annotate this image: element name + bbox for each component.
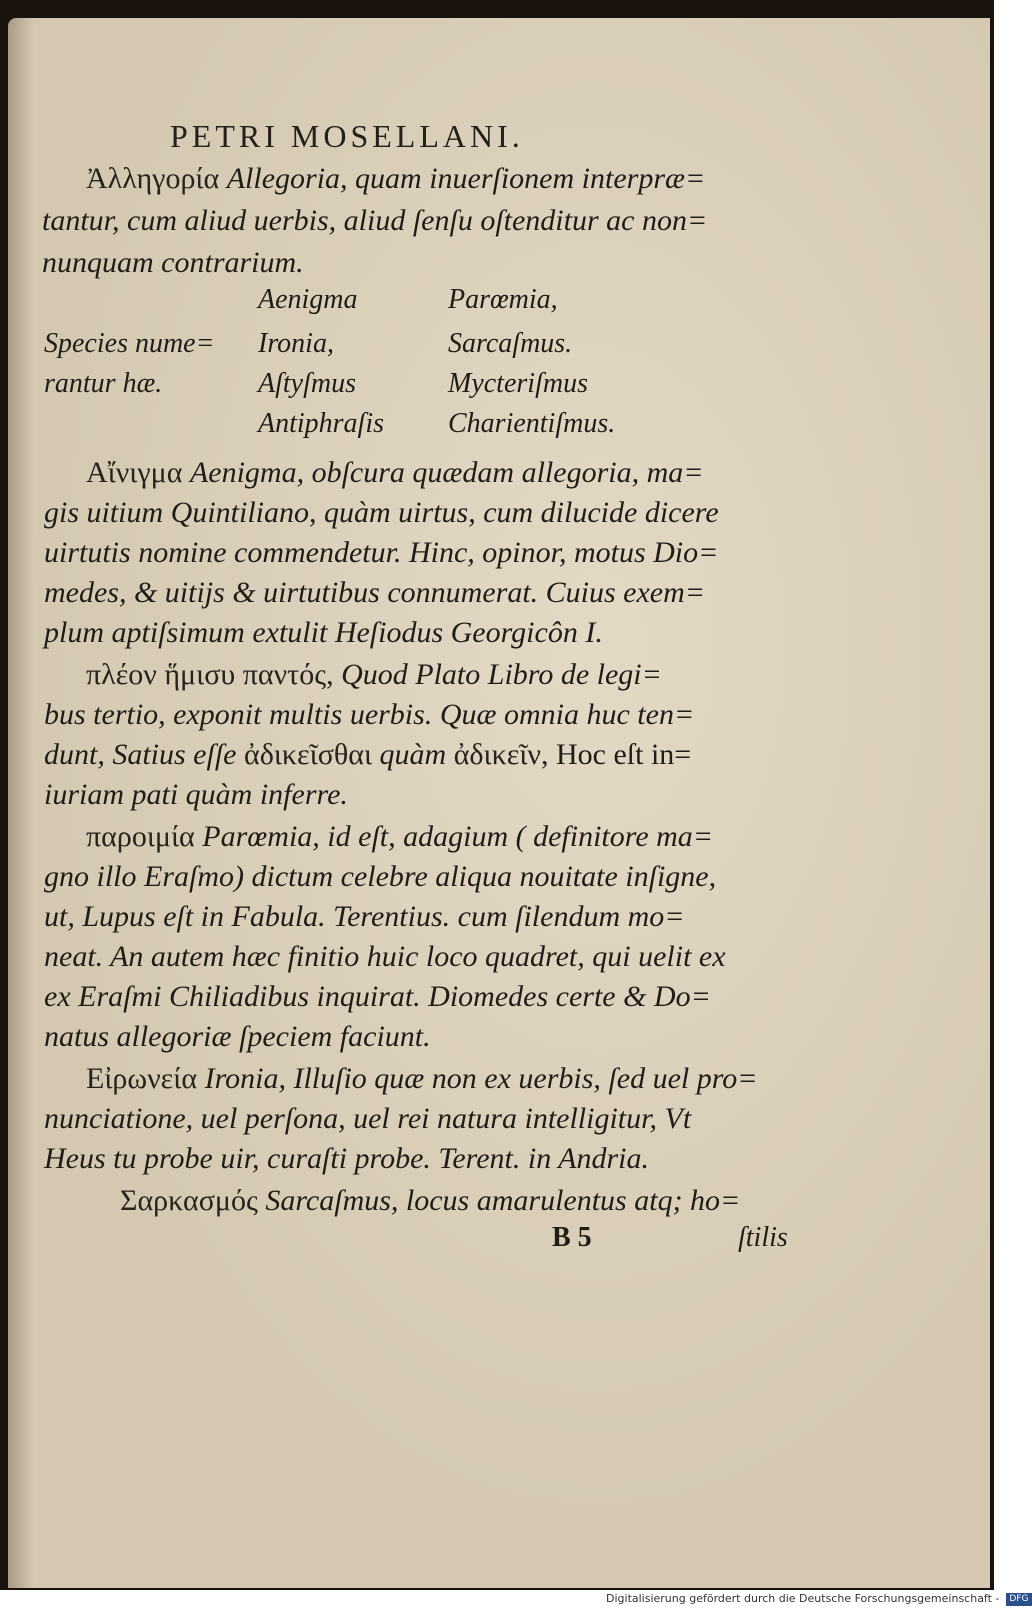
text-line: tantur, cum aliud uerbis, aliud ſenſu oſtenditur ac non= [42,204,708,237]
text-line: neat. An autem hæc finitio huic loco quadret, qui uelit ex [44,940,726,973]
text-line [86,658,662,692]
species-item: Aenigma [258,284,358,315]
text-line: bus tertio, exponit multis uerbis. Quæ omnia huc ten= [44,698,695,731]
text-line [44,738,691,772]
line-text: Allegoria, quam inuerſionem interpræ= [226,162,706,195]
text-line: Heus tu probe uir, curaſti probe. Terent. in Andria. [44,1142,650,1175]
text-line [86,162,705,196]
greek-term: Ἀλληγορία [86,162,220,195]
running-title: PETRI MOSELLANI. [170,118,524,154]
species-label: rantur hæ. [44,368,163,399]
text-line: ex Eraſmi Chiliadibus inquirat. Diomedes certe & Do= [44,980,711,1013]
line-text: Aenigma, obſcura quædam allegoria, ma= [189,456,704,489]
text-line [86,1062,758,1096]
species-item: Antiphraſis [258,408,385,439]
greek-term: ἀδικεῖσθαι [243,738,373,771]
greek-term: Σαρκασμός [120,1184,258,1217]
species-item: Aſtyſmus [258,368,356,399]
text-line: medes, & uitijs & uirtutibus connumerat. Cuius exem= [44,576,706,609]
line-text: Quod Plato Libro de legi= [341,658,662,691]
line-text: Hoc eſt in= [555,738,692,771]
line-text: Sarcaſmus, locus amarulentus atq; ho= [265,1184,741,1217]
line-text: Ironia, Illuſio quæ non ex uerbis, ſed uel pro= [204,1062,758,1095]
line-text: quàm [379,738,447,771]
line-text: Parœmia, id eſt, adagium ( definitore ma= [202,820,714,853]
text-line: gis uitium Quintiliano, quàm uirtus, cum dilucide dicere [44,496,719,529]
species-item: Parœmia, [448,284,558,315]
digitization-credit [606,1592,1029,1610]
signature-mark: B 5 [552,1222,592,1253]
species-item: Charientiſmus. [448,408,616,439]
text-line: plum aptiſsimum extulit Heſiodus Georgicôn I. [44,616,603,649]
text-line: iuriam pati quàm inferre. [44,778,348,811]
greek-term: πλέον ἥμισυ παντός, [86,658,334,691]
text-line: nunciatione, uel perſona, uel rei natura intelligitur, Vt [44,1102,692,1135]
text-line: ut, Lupus eſt in Fabula. Terentius. cum ſilendum mo= [44,900,685,933]
greek-term: ἀδικεῖν, [453,738,549,771]
greek-term: Εἰρωνεία [86,1062,198,1095]
species-item: Sarcaſmus. [448,328,573,359]
text-line [120,1184,740,1218]
species-item: Mycteriſmus [448,368,588,399]
species-item: Ironia, [258,328,334,359]
text-line: nunquam contrarium. [42,246,304,279]
text-line: natus allegoriæ ſpeciem faciunt. [44,1020,431,1053]
species-label: Species nume= [44,328,215,359]
text-line [86,456,703,490]
credit-text: Digitalisierung gefördert durch die Deutsche Forschungsgemeinschaft - [606,1592,1000,1605]
greek-term: Αἴνιγμα [86,456,183,489]
text-line [86,820,713,854]
catchword: ſtilis [738,1222,788,1253]
text-line: gno illo Eraſmo) dictum celebre aliqua nouitate inſigne, [44,860,717,893]
greek-term: παροιμία [86,820,195,853]
text-line: uirtutis nomine commendetur. Hinc, opinor, motus Dio= [44,536,719,569]
line-text: dunt, Satius eſſe [44,738,237,771]
dfg-logo-icon: DFG [1006,1593,1032,1606]
